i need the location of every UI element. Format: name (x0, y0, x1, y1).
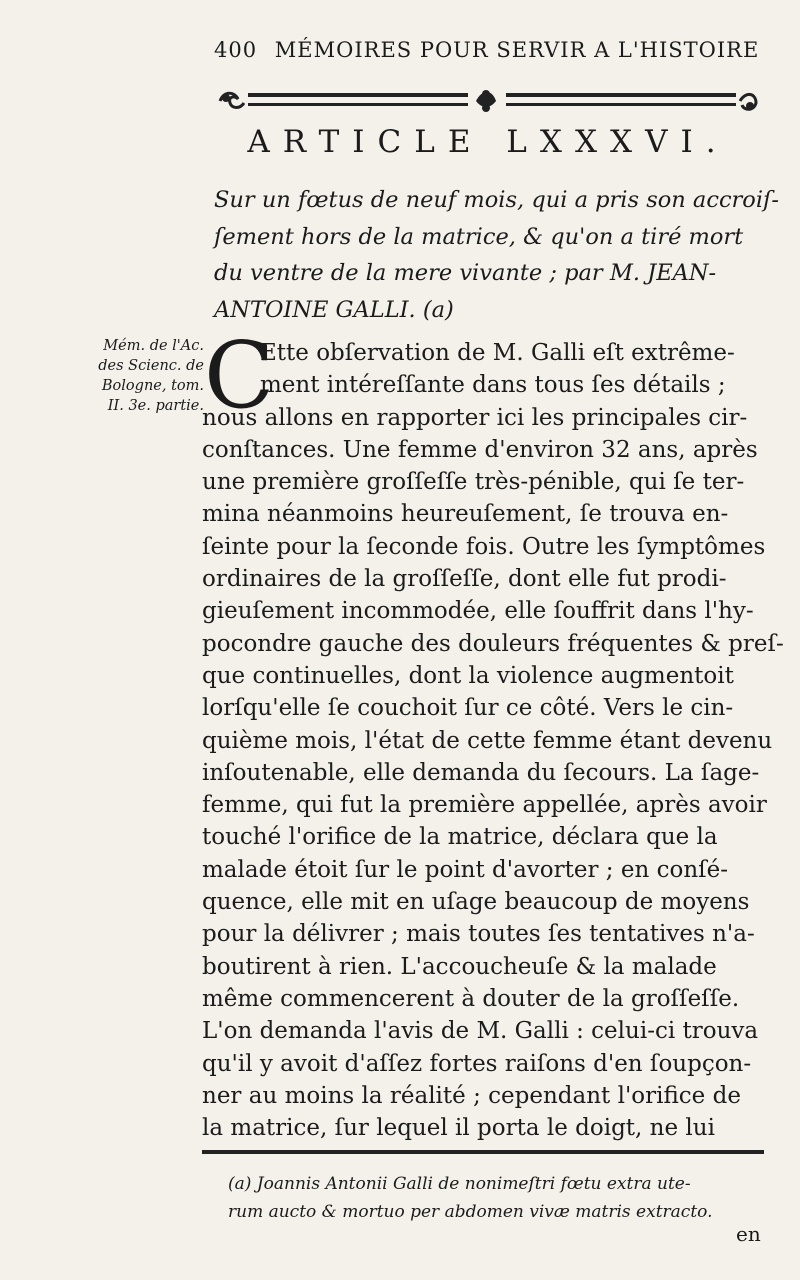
text-line: Ette obſervation de M. Galli eſt extrême- (260, 340, 735, 366)
text-line: inſoutenable, elle demanda du ſecours. La ſage- (202, 759, 760, 786)
text-line: boutirent à rien. L'accoucheuſe & la malade (202, 953, 717, 980)
text-line: ordinaires de la groſſeſſe, dont elle fut prodi- (202, 566, 727, 593)
text-line: qu'il y avoit d'aſſez fortes raiſons d'en ſoupçon- (202, 1050, 752, 1077)
subtitle-line: Sur un fœtus de neuf mois, qui a pris son accroiſ- (214, 187, 779, 213)
text-line: conſtances. Une femme d'environ 32 ans, après (202, 436, 758, 463)
footnote-rule (202, 1150, 764, 1154)
footnote-line: rum aucto & mortuo per abdomen vivæ matris extracto. (228, 1202, 713, 1222)
running-title: MÉMOIRES POUR SERVIR A L'HISTOIRE (274, 38, 760, 62)
margin-note-line: des Scienc. de (98, 358, 204, 374)
margin-note-line: Mém. de l'Ac. (103, 338, 204, 354)
page-number: 400 (214, 38, 258, 62)
drop-cap: C (204, 322, 275, 429)
text-line: lorſqu'elle ſe couchoit ſur ce côté. Vers le cin- (202, 695, 734, 722)
footnote-line: (a) Joannis Antonii Galli de nonimeſtri fœtu extra ute- (228, 1174, 691, 1194)
ornamental-rule (214, 84, 762, 118)
text-line: que continuelles, dont la violence augmentoit (202, 662, 734, 689)
text-line: gieuſement incommodée, elle ſouffrit dans l'hy- (202, 598, 754, 625)
text-line: ment intéreſſante dans tous ſes détails ; (260, 372, 726, 399)
article-subtitle (214, 182, 779, 328)
text-line: quence, elle mit en uſage beaucoup de moyens (202, 889, 750, 916)
margin-note (84, 336, 204, 416)
text-line: mina néanmoins heureuſement, ſe trouva en- (202, 501, 729, 528)
text-line: pour la délivrer ; mais toutes ſes tentatives n'a- (202, 921, 755, 948)
text-line: touché l'orifice de la matrice, déclara que la (202, 824, 718, 851)
body-text (202, 337, 784, 1144)
text-line: malade étoit ſur le point d'avorter ; en conſé- (202, 856, 729, 883)
subtitle-line: du ventre de la mere vivante ; par M. JEAN- (214, 260, 717, 286)
text-line: nous allons en rapporter ici les principales cir- (202, 404, 748, 431)
running-head (214, 38, 760, 62)
article-title: ARTICLE LXXXVI. (247, 124, 729, 160)
text-line: pocondre gauche des douleurs fréquentes & preſ- (202, 630, 784, 657)
catchword: en (736, 1222, 761, 1246)
subtitle-line: ANTOINE GALLI. (a) (214, 296, 454, 323)
margin-note-line: Bologne, tom. (101, 378, 204, 394)
text-line: L'on demanda l'avis de M. Galli : celui-ci trouva (202, 1018, 759, 1045)
text-line: la matrice, ſur lequel il porta le doigt, ne lui (202, 1115, 715, 1142)
text-line: ner au moins la réalité ; cependant l'orifice de (202, 1082, 741, 1109)
text-line: quième mois, l'état de cette femme étant devenu (202, 727, 773, 754)
subtitle-line: ſement hors de la matrice, & qu'on a tiré mort (214, 223, 744, 250)
margin-note-line: II. 3e. partie. (107, 398, 204, 414)
text-line: une première groſſeſſe très-pénible, qui ſe ter- (202, 469, 745, 496)
text-line: ſeinte pour la ſeconde fois. Outre les ſymptômes (202, 533, 766, 560)
footnote (228, 1170, 768, 1226)
text-line: même commencerent à douter de la groſſeſſe. (202, 985, 740, 1012)
text-line: femme, qui fut la première appellée, après avoir (202, 792, 767, 819)
